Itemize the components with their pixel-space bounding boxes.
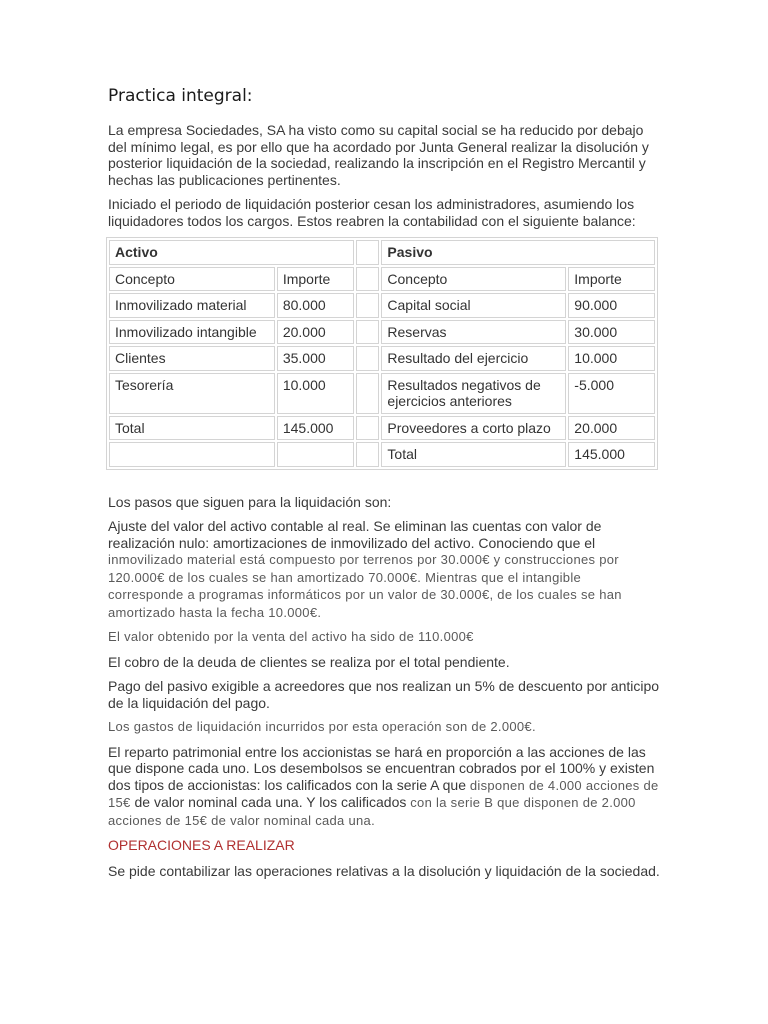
pasivo-concepto: Capital social xyxy=(381,293,566,318)
paso-ajuste-text-b: inmovilizado material está compuesto por terrenos por 30.000€ y construcciones por 120.000€ de los cuales se han amortizado 70.000€. Mientras que el intangible corresponde a programas informáticos por un valor de 30.000€, de los cuales se han amortizado hasta la fecha 10.000€. xyxy=(108,552,622,620)
pasivo-header: Pasivo xyxy=(381,240,655,265)
spacer-cell xyxy=(356,293,379,318)
pasivo-concepto: Resultados negativos de ejercicios anteriores xyxy=(381,373,566,414)
pasivo-importe: 20.000 xyxy=(568,416,655,441)
paso-gastos: Los gastos de liquidación incurridos por esta operación son de 2.000€. xyxy=(108,719,536,734)
spacer-cell xyxy=(356,267,379,292)
activo-importe: 20.000 xyxy=(277,320,354,345)
table-row xyxy=(109,416,655,441)
table-row xyxy=(109,346,655,371)
paso-pago: Pago del pasivo exigible a acreedores que nos realizan un 5% de descuento por anticipo de la liquidación del pago. xyxy=(108,678,660,711)
table-row xyxy=(109,373,655,414)
activo-concepto: Tesorería xyxy=(109,373,275,414)
activo-concepto: Inmovilizado intangible xyxy=(109,320,275,345)
spacer-cell xyxy=(356,346,379,371)
pasivo-importe: 10.000 xyxy=(568,346,655,371)
table-row xyxy=(109,320,655,345)
pasivo-concepto: Resultado del ejercicio xyxy=(381,346,566,371)
intro-paragraph-1: La empresa Sociedades, SA ha visto como su capital social se ha reducido por debajo del mínimo legal, es por ello que ha acordado por Junta General realizar la disolución y posterior liquidación de la sociedad, realizando la inscripción en el Registro Mercantil y hechas las publicaciones pertinentes. xyxy=(108,122,649,188)
pasivo-importe: 30.000 xyxy=(568,320,655,345)
paso-cobro: El cobro de la deuda de clientes se realiza por el total pendiente. xyxy=(108,653,510,670)
activo-importe: 145.000 xyxy=(277,416,354,441)
activo-concepto: Inmovilizado material xyxy=(109,293,275,318)
paso-ajuste-text-a: Ajuste del valor del activo contable al real. Se eliminan las cuentas con valor de realización nulo: amortizaciones de inmovilizado del activo. Conociendo que el xyxy=(108,518,602,551)
col-header-importe: Importe xyxy=(568,267,655,292)
col-header-concepto: Concepto xyxy=(109,267,275,292)
activo-concepto: Clientes xyxy=(109,346,275,371)
page-title: Practica integral: xyxy=(108,86,253,106)
activo-header: Activo xyxy=(109,240,354,265)
paso-venta: El valor obtenido por la venta del activo ha sido de 110.000€ xyxy=(108,629,474,644)
table-row xyxy=(109,442,655,467)
operaciones-heading: OPERACIONES A REALIZAR xyxy=(108,837,295,853)
activo-importe: 80.000 xyxy=(277,293,354,318)
spacer-cell xyxy=(356,320,379,345)
paso-reparto-text-d: con la serie B que disponen de 2.000 acciones de 15€ de valor nominal cada una. xyxy=(108,795,636,828)
activo-concepto xyxy=(109,442,275,467)
operaciones-text: Se pide contabilizar las operaciones relativas a la disolución y liquidación de la sociedad. xyxy=(108,863,660,879)
spacer-cell xyxy=(356,416,379,441)
pasivo-concepto: Total xyxy=(381,442,566,467)
spacer-cell xyxy=(356,442,379,467)
col-header-importe: Importe xyxy=(277,267,354,292)
activo-concepto: Total xyxy=(109,416,275,441)
activo-importe: 10.000 xyxy=(277,373,354,414)
pasos-intro: Los pasos que siguen para la liquidación son: xyxy=(108,493,392,510)
paso-reparto-text-c: de valor nominal cada una. Y los calificados xyxy=(130,794,407,810)
paso-ajuste xyxy=(108,518,660,621)
table-column-row xyxy=(109,267,655,292)
document-page xyxy=(108,86,660,888)
balance-table xyxy=(106,237,658,470)
paso-reparto-text-b: disponen de 4.000 acciones de 15€ xyxy=(108,777,659,810)
pasivo-importe: 90.000 xyxy=(568,293,655,318)
paso-reparto xyxy=(108,744,660,830)
intro-paragraph-2: Iniciado el periodo de liquidación posterior cesan los administradores, asumiendo los liquidadores todos los cargos. Estos reabren la contabilidad con el siguiente balance: xyxy=(108,196,636,229)
paso-reparto-text-a: El reparto patrimonial entre los accionistas se hará en proporción a las acciones de las que dispone cada uno. Los desembolsos se encuentran cobrados por el 100% y existen dos tipos de accionistas: los calificados con la serie A que xyxy=(108,743,655,793)
activo-importe: 35.000 xyxy=(277,346,354,371)
spacer-cell xyxy=(356,240,379,265)
activo-importe xyxy=(277,442,354,467)
pasivo-importe: 145.000 xyxy=(568,442,655,467)
pasivo-concepto: Proveedores a corto plazo xyxy=(381,416,566,441)
spacer-cell xyxy=(356,373,379,414)
table-row xyxy=(109,293,655,318)
table-header-row xyxy=(109,240,655,265)
col-header-concepto: Concepto xyxy=(381,267,566,292)
pasivo-concepto: Reservas xyxy=(381,320,566,345)
pasivo-importe: -5.000 xyxy=(568,373,655,414)
